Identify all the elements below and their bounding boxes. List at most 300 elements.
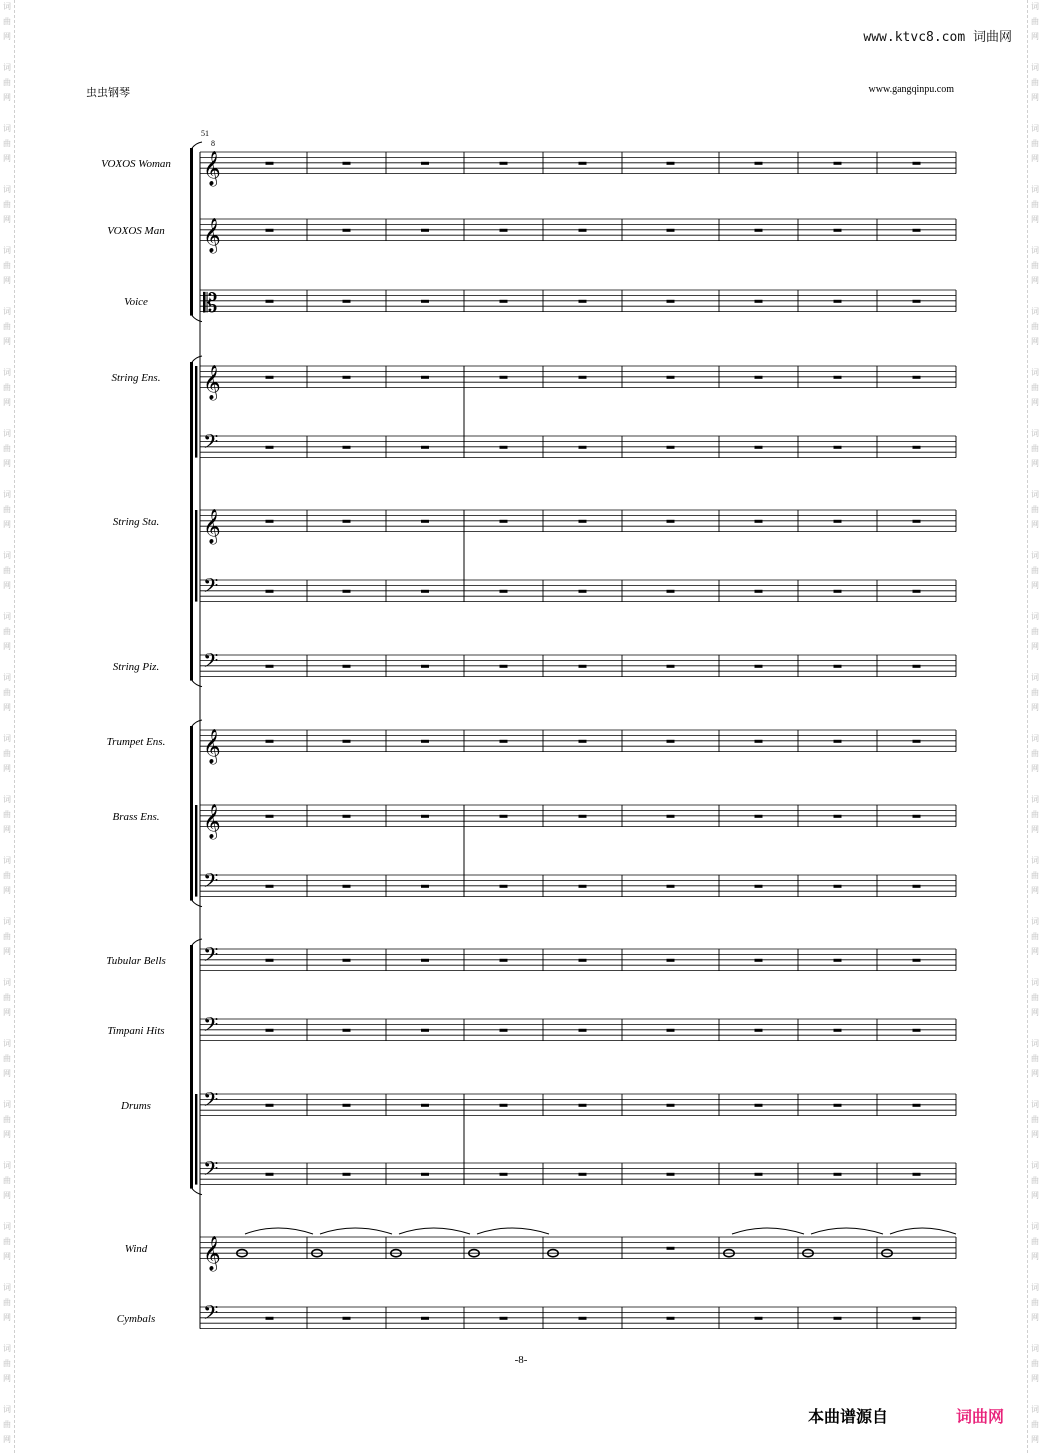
watermark-glyph: 曲: [1031, 1298, 1039, 1307]
whole-rest-icon: [834, 815, 842, 818]
watermark-glyph: 曲: [3, 383, 11, 392]
whole-rest-icon: [343, 1104, 351, 1107]
watermark-glyph: 曲: [3, 505, 11, 514]
watermark-glyph: 词: [3, 1222, 11, 1231]
whole-rest-icon: [579, 162, 587, 165]
watermark-glyph: 曲: [1031, 1420, 1039, 1429]
whole-rest-icon: [343, 1029, 351, 1032]
watermark-glyph: 网: [3, 1130, 11, 1139]
watermark-glyph: 曲: [1031, 139, 1039, 148]
whole-rest-icon: [667, 740, 675, 743]
watermark-glyph: 网: [1031, 1008, 1039, 1017]
whole-rest-icon: [500, 1029, 508, 1032]
watermark-glyph: 词: [1031, 490, 1039, 499]
treble-clef-icon: 𝄞: [203, 729, 221, 764]
watermark-glyph: 词: [1031, 307, 1039, 316]
watermark-glyph: 词: [3, 2, 11, 11]
watermark-glyph: 曲: [3, 78, 11, 87]
whole-rest-icon: [421, 446, 429, 449]
watermark-glyph: 网: [3, 93, 11, 102]
watermark-glyph: 词: [3, 1100, 11, 1109]
bass-clef-icon: 𝄢: [203, 649, 219, 677]
treble-clef-icon: 𝄞: [203, 804, 221, 839]
watermark-glyph: 网: [1031, 1130, 1039, 1139]
watermark-glyph: 词: [3, 1039, 11, 1048]
watermark-glyph: 词: [1031, 673, 1039, 682]
whole-rest-icon: [421, 1317, 429, 1320]
whole-rest-icon: [913, 665, 921, 668]
tie-arc: [399, 1228, 470, 1234]
whole-rest-icon: [667, 1104, 675, 1107]
whole-rest-icon: [500, 1104, 508, 1107]
whole-rest-icon: [913, 1104, 921, 1107]
top-site-url[interactable]: www.ktvc8.com: [863, 30, 966, 45]
watermark-glyph: 曲: [1031, 505, 1039, 514]
whole-rest-icon: [343, 740, 351, 743]
instrument-label: Tubular Bells: [106, 954, 166, 967]
watermark-glyph: 词: [1031, 1039, 1039, 1048]
watermark-glyph: 曲: [3, 1054, 11, 1063]
treble-clef-icon: 𝄞: [203, 509, 221, 544]
treble-clef-icon: 𝄞: [203, 218, 221, 253]
whole-rest-icon: [667, 162, 675, 165]
watermark-glyph: 词: [3, 63, 11, 72]
staff-brace: [195, 805, 197, 897]
watermark-glyph: 网: [3, 215, 11, 224]
bass-clef-icon: 𝄢: [203, 1301, 219, 1329]
whole-rest-icon: [755, 446, 763, 449]
watermark-glyph: 网: [3, 947, 11, 956]
footer-source-note: 本曲谱源自: [808, 1407, 889, 1426]
watermark-glyph: 词: [3, 1283, 11, 1292]
watermark-glyph: 词: [3, 795, 11, 804]
whole-rest-icon: [667, 1173, 675, 1176]
watermark-glyph: 曲: [3, 1115, 11, 1124]
whole-rest-icon: [266, 885, 274, 888]
watermark-glyph: 网: [1031, 1374, 1039, 1383]
whole-rest-icon: [755, 520, 763, 523]
whole-rest-icon: [834, 446, 842, 449]
whole-rest-icon: [579, 446, 587, 449]
whole-rest-icon: [579, 815, 587, 818]
whole-rest-icon: [266, 590, 274, 593]
watermark-glyph: 曲: [1031, 932, 1039, 941]
watermark-glyph: 网: [3, 1008, 11, 1017]
watermark-glyph: 网: [3, 886, 11, 895]
watermark-glyph: 网: [1031, 1069, 1039, 1078]
whole-rest-icon: [343, 590, 351, 593]
whole-rest-icon: [667, 1247, 675, 1250]
whole-rest-icon: [667, 665, 675, 668]
instrument-label: VOXOS Woman: [101, 157, 171, 170]
whole-rest-icon: [913, 740, 921, 743]
whole-rest-icon: [343, 162, 351, 165]
whole-rest-icon: [421, 520, 429, 523]
watermark-glyph: 词: [3, 734, 11, 743]
watermark-glyph: 曲: [1031, 322, 1039, 331]
whole-rest-icon: [913, 959, 921, 962]
watermark-glyph: 曲: [1031, 749, 1039, 758]
whole-rest-icon: [834, 959, 842, 962]
watermark-glyph: 网: [3, 154, 11, 163]
whole-rest-icon: [500, 665, 508, 668]
bracket-hook: [192, 142, 202, 148]
staff-brace: [195, 1094, 197, 1185]
whole-rest-icon: [755, 376, 763, 379]
watermark-glyph: 词: [1031, 795, 1039, 804]
watermark-glyph: 曲: [3, 993, 11, 1002]
whole-rest-icon: [266, 376, 274, 379]
whole-rest-icon: [421, 665, 429, 668]
watermark-glyph: 曲: [1031, 1359, 1039, 1368]
whole-rest-icon: [421, 1029, 429, 1032]
whole-rest-icon: [755, 740, 763, 743]
whole-rest-icon: [579, 740, 587, 743]
whole-rest-icon: [913, 590, 921, 593]
watermark-glyph: 词: [3, 551, 11, 560]
whole-rest-icon: [500, 520, 508, 523]
watermark-glyph: 词: [1031, 2, 1039, 11]
watermark-glyph: 网: [1031, 764, 1039, 773]
whole-rest-icon: [579, 1317, 587, 1320]
whole-rest-icon: [500, 959, 508, 962]
instrument-label: Brass Ens.: [112, 810, 160, 823]
watermark-glyph: 曲: [3, 444, 11, 453]
whole-rest-icon: [667, 590, 675, 593]
watermark-glyph: 曲: [1031, 993, 1039, 1002]
watermark-glyph: 网: [1031, 459, 1039, 468]
bass-clef-icon: 𝄢: [203, 574, 219, 602]
staff-brace: [195, 510, 197, 602]
whole-rest-icon: [834, 1104, 842, 1107]
watermark-glyph: 词: [3, 1405, 11, 1414]
whole-rest-icon: [266, 959, 274, 962]
watermark-glyph: 曲: [1031, 78, 1039, 87]
watermark-glyph: 网: [1031, 276, 1039, 285]
whole-rest-icon: [913, 229, 921, 232]
watermark-glyph: 网: [3, 703, 11, 712]
whole-rest-icon: [266, 665, 274, 668]
whole-rest-icon: [421, 1104, 429, 1107]
watermark-glyph: 网: [1031, 642, 1039, 651]
watermark-glyph: 网: [3, 459, 11, 468]
whole-rest-icon: [579, 229, 587, 232]
whole-rest-icon: [500, 1317, 508, 1320]
watermark-glyph: 网: [3, 1191, 11, 1200]
whole-rest-icon: [343, 520, 351, 523]
whole-rest-icon: [755, 590, 763, 593]
whole-rest-icon: [579, 1029, 587, 1032]
watermark-glyph: 网: [1031, 520, 1039, 529]
watermark-glyph: 词: [1031, 917, 1039, 926]
tie-arc: [811, 1228, 883, 1234]
whole-rest-icon: [667, 446, 675, 449]
watermark-glyph: 曲: [1031, 200, 1039, 209]
watermark-glyph: 词: [3, 917, 11, 926]
whole-rest-icon: [266, 229, 274, 232]
watermark-glyph: 网: [1031, 886, 1039, 895]
instrument-label: Cymbals: [116, 1312, 156, 1325]
watermark-glyph: 词: [3, 185, 11, 194]
watermark-glyph: 词: [1031, 551, 1039, 560]
watermark-glyph: 网: [1031, 93, 1039, 102]
bass-clef-icon: 𝄢: [203, 430, 219, 458]
whole-rest-icon: [834, 300, 842, 303]
whole-rest-icon: [667, 520, 675, 523]
watermark-glyph: 词: [1031, 1405, 1039, 1414]
whole-rest-icon: [834, 229, 842, 232]
whole-rest-icon: [500, 740, 508, 743]
whole-rest-icon: [834, 740, 842, 743]
watermark-glyph: 词: [1031, 1222, 1039, 1231]
watermark-glyph: 曲: [1031, 810, 1039, 819]
watermark-glyph: 曲: [1031, 261, 1039, 270]
whole-rest-icon: [913, 446, 921, 449]
whole-rest-icon: [755, 665, 763, 668]
whole-rest-icon: [755, 162, 763, 165]
watermark-glyph: 词: [3, 490, 11, 499]
whole-rest-icon: [343, 665, 351, 668]
whole-rest-icon: [421, 885, 429, 888]
bass-clef-icon: 𝄢: [203, 1013, 219, 1041]
watermark-glyph: 网: [3, 1069, 11, 1078]
whole-rest-icon: [667, 300, 675, 303]
watermark-glyph: 网: [1031, 1435, 1039, 1444]
watermark-glyph: 词: [1031, 734, 1039, 743]
whole-rest-icon: [500, 590, 508, 593]
whole-rest-icon: [266, 162, 274, 165]
whole-rest-icon: [266, 520, 274, 523]
watermark-glyph: 词: [3, 307, 11, 316]
whole-rest-icon: [913, 885, 921, 888]
whole-rest-icon: [755, 229, 763, 232]
whole-rest-icon: [579, 300, 587, 303]
whole-rest-icon: [343, 376, 351, 379]
treble-clef-icon: 𝄞: [203, 1236, 221, 1271]
watermark-glyph: 曲: [3, 1359, 11, 1368]
watermark-glyph: 词: [3, 673, 11, 682]
watermark-glyph: 网: [1031, 215, 1039, 224]
whole-rest-icon: [579, 1173, 587, 1176]
watermark-glyph: 词: [3, 856, 11, 865]
tie-arc: [245, 1228, 313, 1234]
whole-rest-icon: [755, 300, 763, 303]
watermark-glyph: 曲: [3, 627, 11, 636]
whole-rest-icon: [834, 376, 842, 379]
whole-rest-icon: [500, 446, 508, 449]
watermark-glyph: 词: [3, 1344, 11, 1353]
watermark-glyph: 曲: [1031, 1115, 1039, 1124]
watermark-glyph: 网: [1031, 1191, 1039, 1200]
watermark-glyph: 曲: [3, 1420, 11, 1429]
whole-rest-icon: [913, 376, 921, 379]
group-bracket: [190, 945, 193, 1189]
whole-rest-icon: [500, 300, 508, 303]
watermark-glyph: 曲: [3, 810, 11, 819]
instrument-label: Wind: [124, 1242, 148, 1255]
watermark-glyph: 网: [1031, 32, 1039, 41]
whole-rest-icon: [834, 1173, 842, 1176]
watermark-glyph: 词: [1031, 246, 1039, 255]
bass-clef-icon: 𝄢: [203, 869, 219, 897]
whole-rest-icon: [579, 376, 587, 379]
whole-rest-icon: [913, 300, 921, 303]
watermark-glyph: 曲: [1031, 871, 1039, 880]
whole-rest-icon: [343, 1317, 351, 1320]
instrument-label: Voice: [124, 295, 148, 308]
whole-rest-icon: [343, 229, 351, 232]
whole-rest-icon: [579, 590, 587, 593]
watermark-glyph: 曲: [3, 200, 11, 209]
whole-rest-icon: [667, 1317, 675, 1320]
watermark-glyph: 曲: [1031, 627, 1039, 636]
whole-rest-icon: [266, 1104, 274, 1107]
whole-rest-icon: [579, 665, 587, 668]
whole-rest-icon: [343, 959, 351, 962]
whole-rest-icon: [834, 1029, 842, 1032]
watermark-glyph: 网: [3, 398, 11, 407]
whole-rest-icon: [834, 590, 842, 593]
watermark-glyph: 网: [1031, 1313, 1039, 1322]
whole-rest-icon: [266, 300, 274, 303]
instrument-label: String Piz.: [112, 660, 160, 673]
whole-rest-icon: [834, 885, 842, 888]
whole-rest-icon: [667, 376, 675, 379]
watermark-glyph: 词: [1031, 1100, 1039, 1109]
watermark-glyph: 词: [1031, 124, 1039, 133]
watermark-glyph: 词: [1031, 63, 1039, 72]
whole-rest-icon: [266, 446, 274, 449]
watermark-glyph: 词: [3, 124, 11, 133]
watermark-glyph: 词: [1031, 612, 1039, 621]
whole-rest-icon: [500, 229, 508, 232]
watermark-glyph: 词: [3, 1161, 11, 1170]
watermark-glyph: 网: [1031, 581, 1039, 590]
watermark-glyph: 曲: [3, 17, 11, 26]
watermark-glyph: 词: [1031, 429, 1039, 438]
instrument-label: String Ens.: [111, 371, 161, 384]
watermark-glyph: 曲: [3, 932, 11, 941]
whole-rest-icon: [913, 1317, 921, 1320]
watermark-glyph: 曲: [1031, 1176, 1039, 1185]
watermark-glyph: 网: [3, 1313, 11, 1322]
whole-rest-icon: [667, 229, 675, 232]
watermark-glyph: 词: [1031, 856, 1039, 865]
page-number: -8-: [514, 1354, 528, 1366]
instrument-label: String Sta.: [112, 515, 160, 528]
instrument-label: Drums: [121, 1099, 151, 1112]
watermark-glyph: 网: [1031, 947, 1039, 956]
watermark-glyph: 曲: [1031, 444, 1039, 453]
watermark-glyph: 词: [3, 368, 11, 377]
instrument-label: Trumpet Ens.: [106, 735, 166, 748]
watermark-glyph: 曲: [1031, 1237, 1039, 1246]
whole-rest-icon: [667, 815, 675, 818]
whole-rest-icon: [343, 1173, 351, 1176]
tie-arc: [890, 1228, 956, 1234]
group-bracket: [190, 148, 193, 316]
whole-rest-icon: [266, 1173, 274, 1176]
whole-rest-icon: [421, 229, 429, 232]
top-site-name[interactable]: 词曲网: [972, 30, 1012, 45]
watermark-glyph: 网: [3, 520, 11, 529]
whole-rest-icon: [421, 959, 429, 962]
octave-mark: 8: [211, 139, 215, 148]
watermark-glyph: 网: [3, 32, 11, 41]
header-publisher: 虫虫钢琴: [86, 86, 130, 99]
tie-arc: [732, 1228, 804, 1234]
watermark-glyph: 网: [1031, 154, 1039, 163]
whole-rest-icon: [421, 740, 429, 743]
alto-clef-icon: 𝄡: [203, 289, 218, 319]
measure-number: 51: [201, 129, 209, 138]
watermark-glyph: 词: [1031, 1344, 1039, 1353]
whole-rest-icon: [266, 1029, 274, 1032]
whole-rest-icon: [421, 815, 429, 818]
whole-rest-icon: [500, 376, 508, 379]
footer-brand[interactable]: 词曲网: [956, 1407, 1005, 1426]
watermark-glyph: 网: [1031, 703, 1039, 712]
watermark-glyph: 词: [3, 978, 11, 987]
watermark-glyph: 词: [1031, 1283, 1039, 1292]
watermark-glyph: 曲: [3, 139, 11, 148]
whole-rest-icon: [266, 815, 274, 818]
whole-rest-icon: [343, 300, 351, 303]
watermark-glyph: 网: [3, 1435, 11, 1444]
watermark-glyph: 曲: [1031, 688, 1039, 697]
watermark-glyph: 词: [1031, 978, 1039, 987]
watermark-glyph: 网: [3, 581, 11, 590]
watermark-glyph: 词: [3, 612, 11, 621]
watermark-glyph: 网: [3, 825, 11, 834]
watermark-glyph: 网: [1031, 825, 1039, 834]
whole-rest-icon: [834, 162, 842, 165]
bass-clef-icon: 𝄢: [203, 943, 219, 971]
whole-rest-icon: [500, 1173, 508, 1176]
whole-rest-icon: [343, 815, 351, 818]
watermark-glyph: 词: [3, 246, 11, 255]
whole-rest-icon: [579, 959, 587, 962]
header-website[interactable]: www.gangqinpu.com: [868, 84, 954, 95]
watermark-glyph: 曲: [3, 749, 11, 758]
whole-rest-icon: [343, 885, 351, 888]
whole-rest-icon: [667, 1029, 675, 1032]
whole-rest-icon: [834, 520, 842, 523]
watermark-glyph: 词: [1031, 1161, 1039, 1170]
watermark-glyph: 曲: [1031, 1054, 1039, 1063]
instrument-label: VOXOS Man: [107, 224, 165, 237]
whole-rest-icon: [266, 1317, 274, 1320]
bass-clef-icon: 𝄢: [203, 1088, 219, 1116]
watermark-glyph: 词: [3, 429, 11, 438]
whole-rest-icon: [755, 815, 763, 818]
watermark-glyph: 曲: [3, 261, 11, 270]
whole-rest-icon: [579, 520, 587, 523]
watermark-glyph: 曲: [3, 1176, 11, 1185]
treble-clef-icon: 𝄞: [203, 365, 221, 400]
watermark-glyph: 网: [3, 337, 11, 346]
watermark-glyph: 网: [1031, 337, 1039, 346]
whole-rest-icon: [755, 1317, 763, 1320]
whole-rest-icon: [834, 665, 842, 668]
bass-clef-icon: 𝄢: [203, 1157, 219, 1185]
watermark-glyph: 曲: [3, 688, 11, 697]
whole-rest-icon: [755, 1173, 763, 1176]
whole-rest-icon: [266, 740, 274, 743]
whole-rest-icon: [755, 885, 763, 888]
watermark-glyph: 网: [3, 764, 11, 773]
whole-rest-icon: [500, 885, 508, 888]
